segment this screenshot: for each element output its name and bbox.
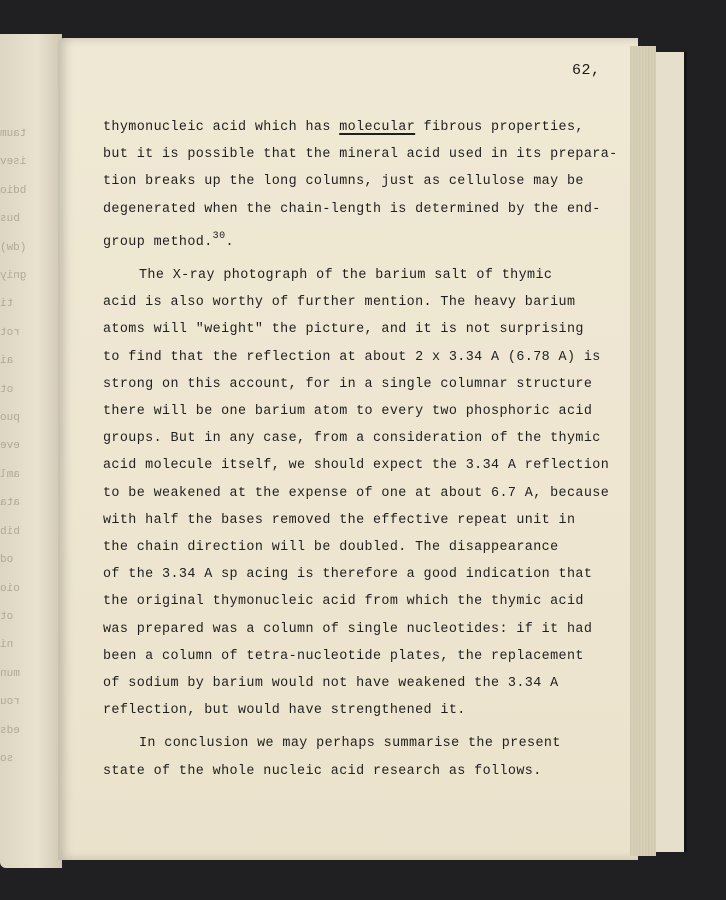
text-line: but it is possible that the mineral acid used in its prepara- <box>103 147 618 163</box>
text-line: to be weakened at the expense of one at about 6.7 A, because <box>103 485 610 501</box>
text-line: degenerated when the chain-length is determined by the end- <box>103 201 601 217</box>
reference-superscript: 30 <box>212 230 226 242</box>
text-line: of the 3.34 A sp acing is therefore a good indication that <box>103 567 593 583</box>
page-stack-edges <box>630 46 656 856</box>
text-line: with half the bases removed the effective repeat unit in <box>103 512 576 528</box>
text-line: was prepared was a column of single nucleotides: if it had <box>103 621 593 637</box>
text-line: The X-ray photograph of the barium salt of thymic <box>139 268 553 284</box>
underlined-word: molecular <box>339 120 416 135</box>
text-line: acid molecule itself, we should expect the 3.34 A reflection <box>103 458 610 474</box>
text-line: reflection, but would have strengthened it. <box>103 703 466 719</box>
text-line: of sodium by barium would not have weakened the 3.34 A <box>103 676 559 692</box>
text-line: In conclusion we may perhaps summarise the present <box>139 736 561 752</box>
text-line: tion breaks up the long columns, just as cellulose may be <box>103 174 584 190</box>
text-line: strong on this account, for in a single columnar structure <box>103 376 593 392</box>
text-line: atoms will "weight" the picture, and it is not surprising <box>103 322 584 338</box>
page-number: 62, <box>572 62 601 79</box>
text-line: thymonucleic acid which has molecular fibrous properties, <box>103 120 584 135</box>
text-line: group method.$^{30}$. <box>103 230 234 250</box>
text-line: acid is also worthy of further mention. The heavy barium <box>103 295 576 311</box>
bleed-through-text: taum isev bdio bus (dw) gniy ti rot ai ot puo eve aml ata bib od oio ot ni mun rou eds so <box>0 128 27 765</box>
text-line: there will be one barium atom to every two phosphoric acid <box>103 404 593 420</box>
text-line: been a column of tetra-nucleotide plates, the replacement <box>103 648 584 664</box>
text-line: the chain direction will be doubled. The disappearance <box>103 540 559 556</box>
text-line: state of the whole nucleic acid research as follows. <box>103 763 542 779</box>
text-line: to find that the reflection at about 2 x 3.34 A (6.78 A) is <box>103 349 601 365</box>
text-line: groups. But in any case, from a consideration of the thymic <box>103 431 601 447</box>
book-cover-edge <box>656 52 687 852</box>
typewritten-text <box>103 114 618 785</box>
text-line: the original thymonucleic acid from which the thymic acid <box>103 594 584 610</box>
